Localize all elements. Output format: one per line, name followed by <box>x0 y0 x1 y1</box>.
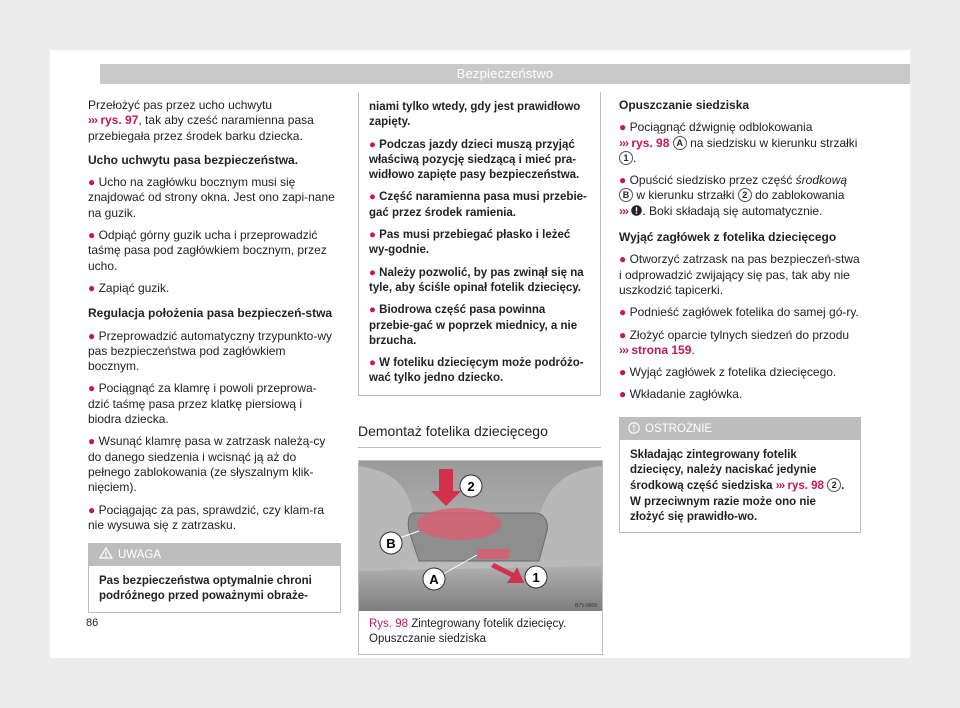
bullet-icon: ● <box>369 138 380 151</box>
manual-page <box>50 50 910 658</box>
exclamation-circle-icon <box>631 205 642 216</box>
bullet-icon: ● <box>619 327 630 342</box>
bullet-icon: ● <box>369 191 380 204</box>
heading-remove-headrest: Wyjąć zagłówek z fotelika dziecięcego <box>619 230 837 245</box>
bullet-icon: ● <box>619 252 630 267</box>
column-left <box>88 98 338 613</box>
bullet-icon: ● <box>619 387 630 402</box>
bullet-icon: ● <box>88 434 99 449</box>
list-item <box>88 175 338 221</box>
intro-text: Przełożyć pas przez ucho uchwytu <box>88 98 273 112</box>
list-item <box>619 252 861 298</box>
warning-list-item-text: Podczas jazdy dzieci muszą przyjąć właściwą pozycję siedzącą i mieć pra-widłowo zapięte pasy bezpieczeństwa. <box>369 138 580 182</box>
bullet-icon: ● <box>88 228 99 243</box>
list-item <box>619 305 861 320</box>
list-item <box>88 434 338 495</box>
list-item-text: w kierunku strzałki <box>636 188 735 203</box>
badge-a-icon: A <box>673 136 687 150</box>
label-1-icon <box>525 566 547 588</box>
caution-text-b: . W przeciwnym razie może ono nie złożyć się prawidło-wo. <box>630 480 845 523</box>
list-item: ● Pociągnąć dźwignię odblokowania ››› rys. 98 A na siedzisku w kierunku strzałki 1 . <box>619 120 858 165</box>
center-seat-highlight <box>417 508 501 540</box>
list-item-text: . Boki składają się automatycznie. <box>642 203 823 218</box>
page-ref-link[interactable]: strona 159 <box>631 342 692 357</box>
label-2-text: 2 <box>467 479 475 495</box>
list-item-text: Odpiąć górny guzik ucha i przeprowadzić taśmę pasa pod zagłówkiem bocznym, przez ucho. <box>88 228 327 273</box>
warning-triangle-icon <box>99 547 113 559</box>
badge-1-icon: 1 <box>619 151 633 165</box>
warning-header <box>89 544 340 566</box>
release-lever-highlight <box>477 549 509 559</box>
label-1-text: 1 <box>532 570 540 586</box>
warning-list-item-text: Część naramienna pasa musi przebie-gać przez środek ramienia. <box>369 191 587 219</box>
info-circle-icon <box>628 422 640 434</box>
caution-header <box>620 418 860 440</box>
figure-illustration <box>359 461 602 611</box>
arrow-icon: ››› <box>88 113 97 128</box>
badge-2-icon: 2 <box>827 478 841 492</box>
arrow-icon: ››› <box>775 480 785 493</box>
section-title: Demontaż fotelika dziecięcego <box>358 424 601 448</box>
list-item-text: do zablokowania <box>755 188 845 203</box>
figure-caption-text: Zintegrowany fotelik dziecięcy. Opuszczanie siedziska <box>369 618 567 645</box>
arrow-icon: ››› <box>619 203 628 218</box>
bullet-icon: ● <box>88 381 99 396</box>
bullet-icon: ● <box>88 280 99 295</box>
bullet-icon: ● <box>369 304 380 317</box>
warning-cont-text: niami tylko wtedy, gdy jest prawidłowo zapięty. <box>369 101 581 129</box>
list-item <box>88 281 338 296</box>
bullet-icon: ● <box>619 120 630 135</box>
intro-text-cont: , tak aby cześć naramienna pasa przebiegała przez środek barku dziecka. <box>88 113 314 143</box>
heading-belt-adjust: Regulacja położenia pasa bezpieczeń-stwa <box>88 306 333 321</box>
label-a-icon <box>423 568 445 590</box>
bullet-icon: ● <box>369 266 380 279</box>
bullet-icon: ● <box>619 365 630 380</box>
warning-box <box>88 543 341 613</box>
warning-list-item <box>369 228 590 259</box>
bullet-icon: ● <box>619 173 630 188</box>
heading-lower-seat: Opuszczanie siedziska <box>619 98 750 112</box>
label-b-icon <box>380 532 402 554</box>
warning-box-continued <box>358 92 601 396</box>
list-item-text: Pociągnąć dźwignię odblokowania <box>629 120 813 135</box>
list-item-text: Opuścić siedzisko przez część <box>629 173 793 188</box>
warning-text: Pas bezpieczeństwa optymalnie chroni podróżnego przed poważnymi obraże- <box>99 575 312 603</box>
list-item <box>88 503 338 534</box>
list-item <box>619 365 861 380</box>
page-number: 86 <box>86 617 99 629</box>
figure-code: B7V-0669 <box>575 603 597 610</box>
list-item-text: Otworzyć zatrzask na pas bezpieczeń-stwa i odprowadzić zwijający się pas, tak aby nie uszkodzić tapicerki. <box>619 252 860 297</box>
figure-ref-link[interactable]: rys. 98 <box>631 135 670 150</box>
list-item-text: Podnieść zagłówek fotelika do samej gó-ry. <box>629 305 859 320</box>
list-item <box>88 329 338 375</box>
bullet-icon: ● <box>369 229 380 242</box>
bullet-icon: ● <box>88 175 99 190</box>
label-a-text: A <box>429 572 439 588</box>
warning-title: UWAGA <box>118 549 162 562</box>
figure-caption <box>359 611 602 654</box>
caution-box <box>619 417 861 533</box>
warning-list-item <box>369 303 590 349</box>
figure-ref-link[interactable]: rys. 97 <box>100 113 139 128</box>
figure-ref-link[interactable]: rys. 98 <box>787 480 824 493</box>
list-item-text: Pociągając za pas, sprawdzić, czy klam-ra nie wysuwa się z zatrzasku. <box>88 502 325 532</box>
label-b-text: B <box>386 536 396 552</box>
list-item-text: Wkładanie zagłówka. <box>629 387 743 402</box>
bullet-icon: ● <box>619 305 630 320</box>
warning-list-item <box>369 190 590 221</box>
page-header: Bezpieczeństwo <box>100 64 910 84</box>
heading-belt-loop: Ucho uchwytu pasa bezpieczeństwa. <box>88 152 299 167</box>
seat-cushion <box>359 566 602 611</box>
label-2-icon <box>460 475 482 497</box>
list-item-text: Złożyć oparcie tylnych siedzeń do przodu <box>629 327 850 342</box>
bullet-icon: ● <box>88 328 99 343</box>
column-middle <box>358 92 601 655</box>
bullet-icon: ● <box>369 357 380 370</box>
figure-98 <box>358 460 603 655</box>
list-item-text: Wsunąć klamrę pasa w zatrzask należą-cy do danego siedzenia i wcisnąć ją aż do pełnego zablokowania (ze słyszalnym klik-nięciem). <box>88 434 326 495</box>
bullet-icon: ● <box>88 502 99 517</box>
badge-2-icon: 2 <box>738 188 752 202</box>
badge-b-icon: B <box>619 188 633 202</box>
list-item-text: Przeprowadzić automatyczny trzypunkto-wy pas bezpieczeństwa pod zagłówkiem bocznym. <box>88 328 333 374</box>
list-item-text: Pociągnąć za klamrę i powoli przeprowa-dzić taśmę pasa przez klatkę piersiową i biodra dziecka. <box>88 381 317 427</box>
list-item <box>619 387 861 402</box>
figure-caption-ref: Rys. 98 <box>369 618 408 631</box>
list-item <box>88 381 338 427</box>
italic-term: środkową <box>795 173 848 188</box>
warning-list-item-text: Biodrowa część pasa powinna przebie-gać w poprzek miednicy, a nie brzucha. <box>369 304 578 347</box>
list-item-text: na siedzisku w kierunku strzałki <box>690 135 858 150</box>
list-item-text: Zapiąć guzik. <box>98 280 170 295</box>
list-item <box>619 173 861 219</box>
warning-list-item-text: Należy pozwolić, by pas zwinął się na tyle, aby ściśle opinał fotelik dziecięcy. <box>369 266 584 294</box>
warning-list-item <box>369 266 590 297</box>
column-right <box>619 98 861 533</box>
warning-list-item-text: W foteliku dziecięcym może podróżo-wać tylko jedno dziecko. <box>369 357 584 385</box>
caution-text <box>620 440 860 532</box>
arrow-icon: ››› <box>619 135 628 150</box>
list-item <box>88 228 338 274</box>
list-item-text: Wyjąć zagłówek z fotelika dziecięcego. <box>629 365 837 380</box>
warning-list-item <box>369 138 590 184</box>
warning-list-item-text: Pas musi przebiegać płasko i leżeć wy-godnie. <box>369 229 571 257</box>
arrow-icon: ››› <box>619 342 628 357</box>
list-item: ● Złożyć oparcie tylnych siedzeń do przodu ››› strona 159. <box>619 327 850 357</box>
list-item-text: Ucho na zagłówku bocznym musi się znajdować od strony okna. Jest ono zapi-nane na guzik. <box>88 175 335 220</box>
caution-title: OSTROŻNIE <box>645 422 713 435</box>
warning-list-item <box>369 356 590 387</box>
caution-text-a: Składając zintegrowany fotelik dziecięcy, należy naciskać jedynie środkową część siedziska <box>630 448 817 493</box>
intro-paragraph <box>88 98 338 144</box>
